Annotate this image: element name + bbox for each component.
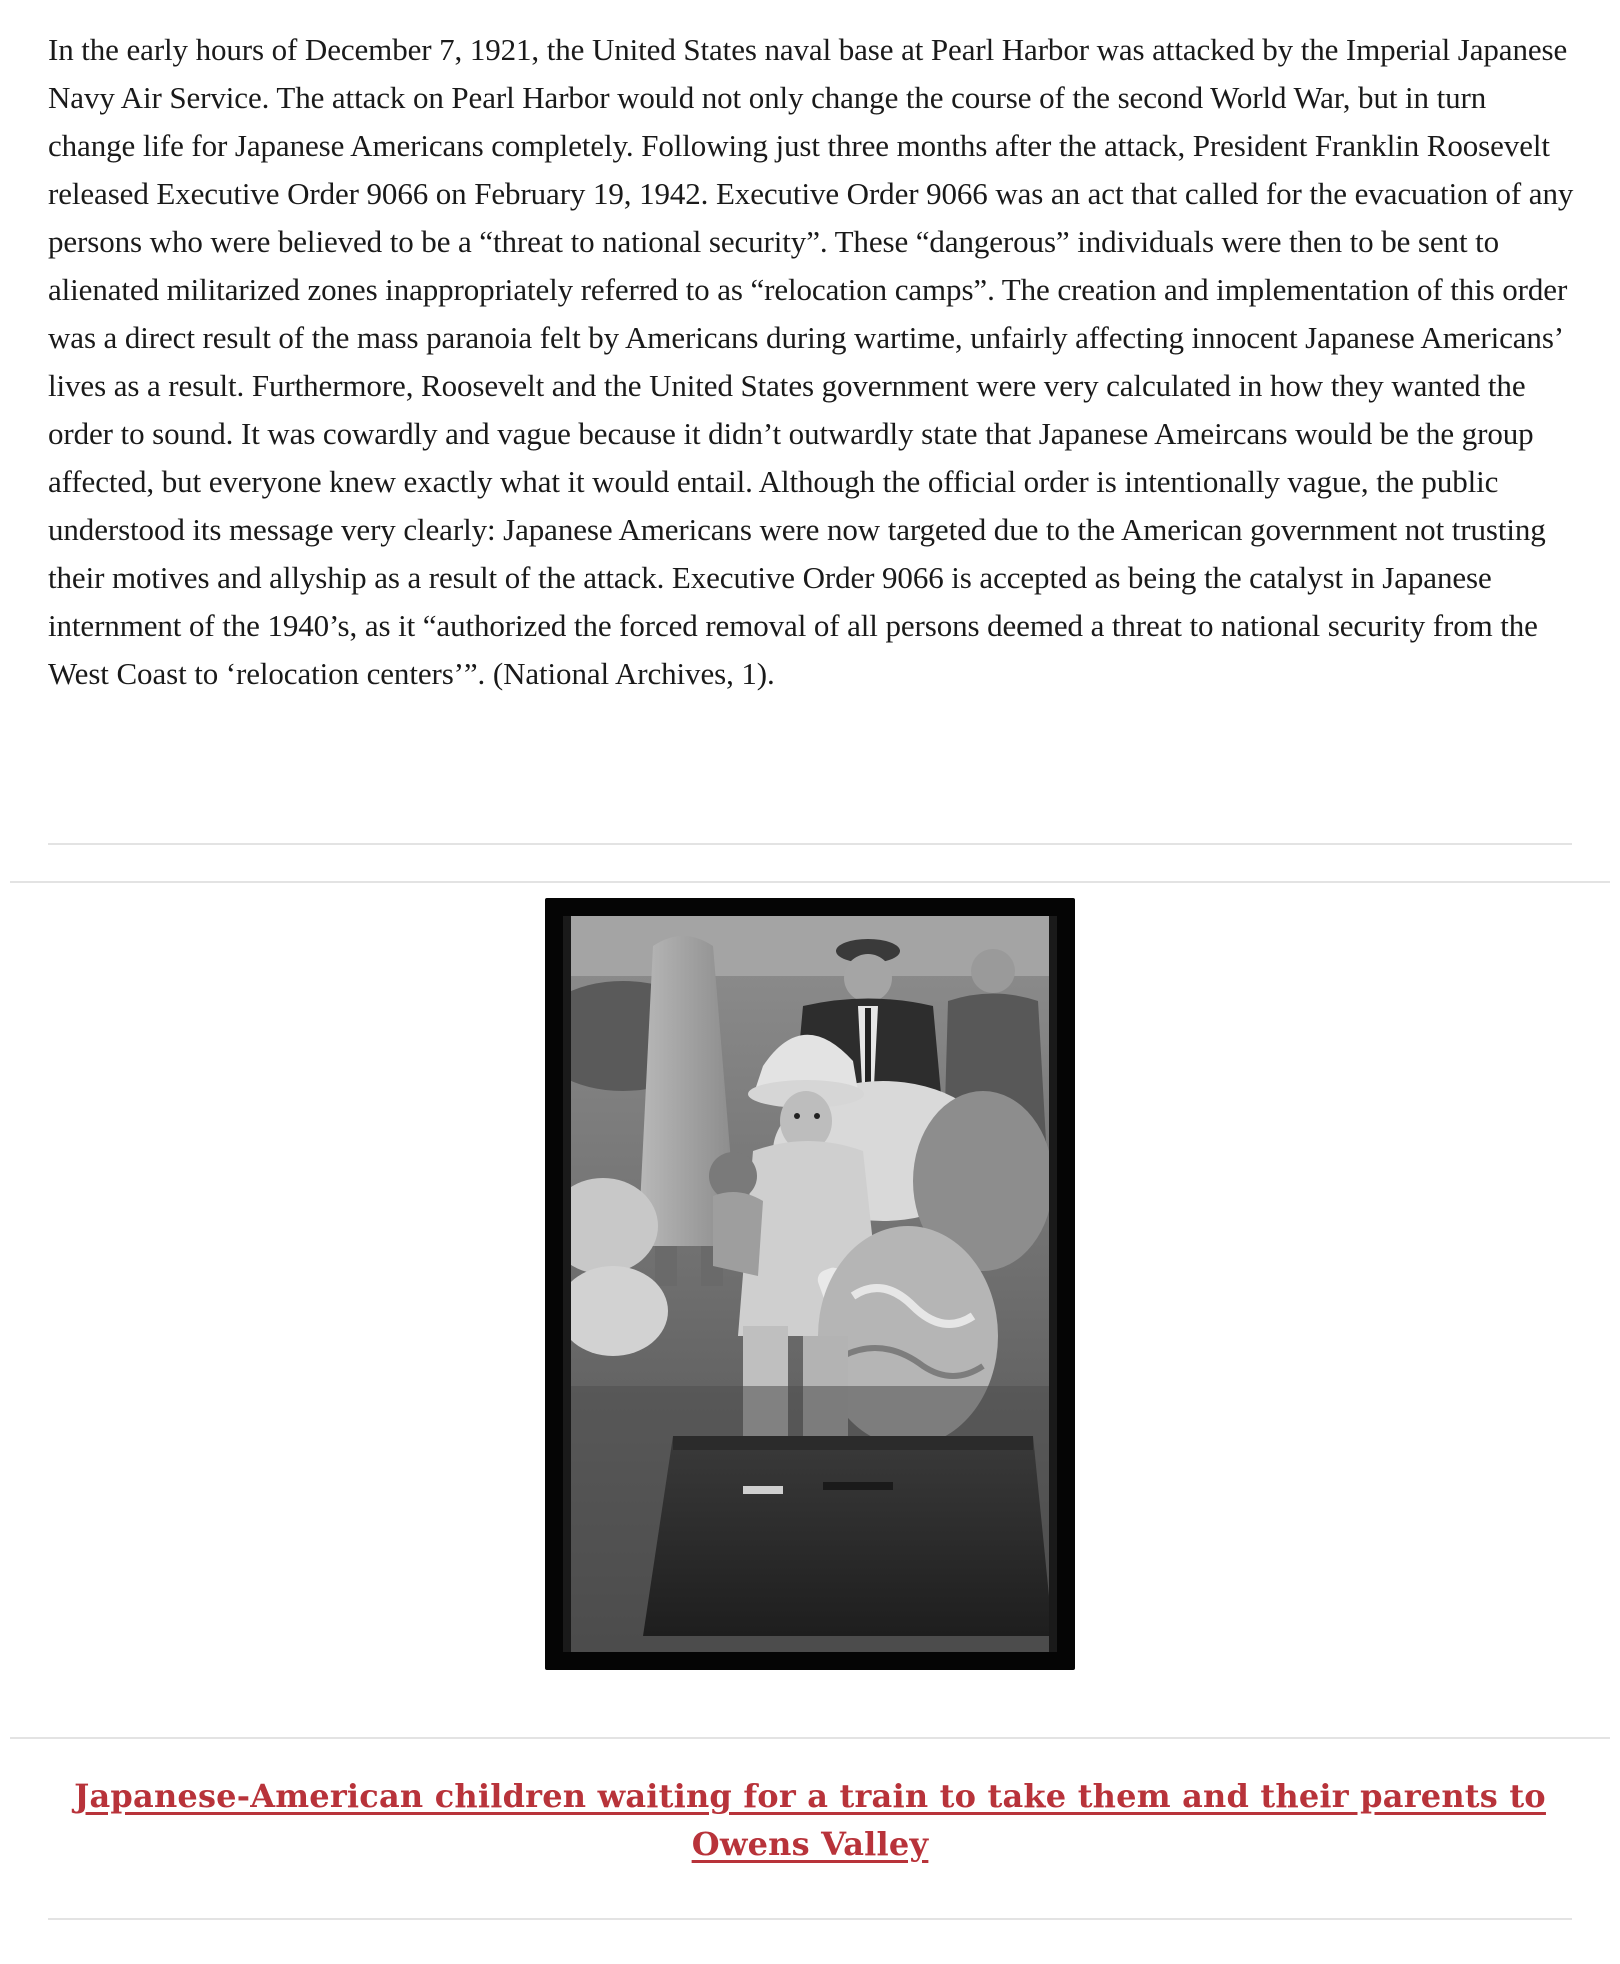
historical-photo	[545, 898, 1075, 1670]
divider	[10, 881, 1610, 883]
article-paragraph: In the early hours of December 7, 1921, the United States naval base at Pearl Harbor was attacked by the Imperial Japanese Navy Air Service. The attack on Pearl Harbor would not only change the course of the second World War, but in turn change life for Japanese Americans completely. Following just three months after the attack, President Franklin Roosevelt released Executive Order 9066 on February 19, 1942. Executive Order 9066 was an act that called for the evacuation of any persons who were believed to be a “threat to national security”. These “dangerous” individuals were then to be sent to alienated militarized zones inappropriately referred to as “relocation camps”. The creation and implementation of this order was a direct result of the mass paranoia felt by Americans during wartime, unfairly affecting innocent Japanese Americans’ lives as a result. Furthermore, Roosevelt and the United States government were very calculated in how they wanted the order to sound. It was cowardly and vague because it didn’t outwardly state that Japanese Ameircans would be the group affected, but everyone knew exactly what it would entail. Although the official order is intentionally vague, the public understood its message very clearly: Japanese Americans were now targeted due to the American government not trusting their motives and allyship as a result of the attack. Executive Order 9066 is accepted as being the catalyst in Japanese internment of the 1940’s, as it “authorized the forced removal of all persons deemed a threat to national security from the West Coast to ‘relocation centers’”. (National Archives, 1).	[48, 32, 1574, 691]
divider	[48, 1918, 1572, 1920]
caption-link-text[interactable]: Japanese-American children waiting for a train to take them and their parents to Owens Valley	[74, 1777, 1546, 1863]
divider	[48, 843, 1572, 845]
photo-caption-link[interactable]	[10, 1772, 1610, 1868]
photo-image	[563, 916, 1057, 1652]
divider	[10, 1737, 1610, 1739]
